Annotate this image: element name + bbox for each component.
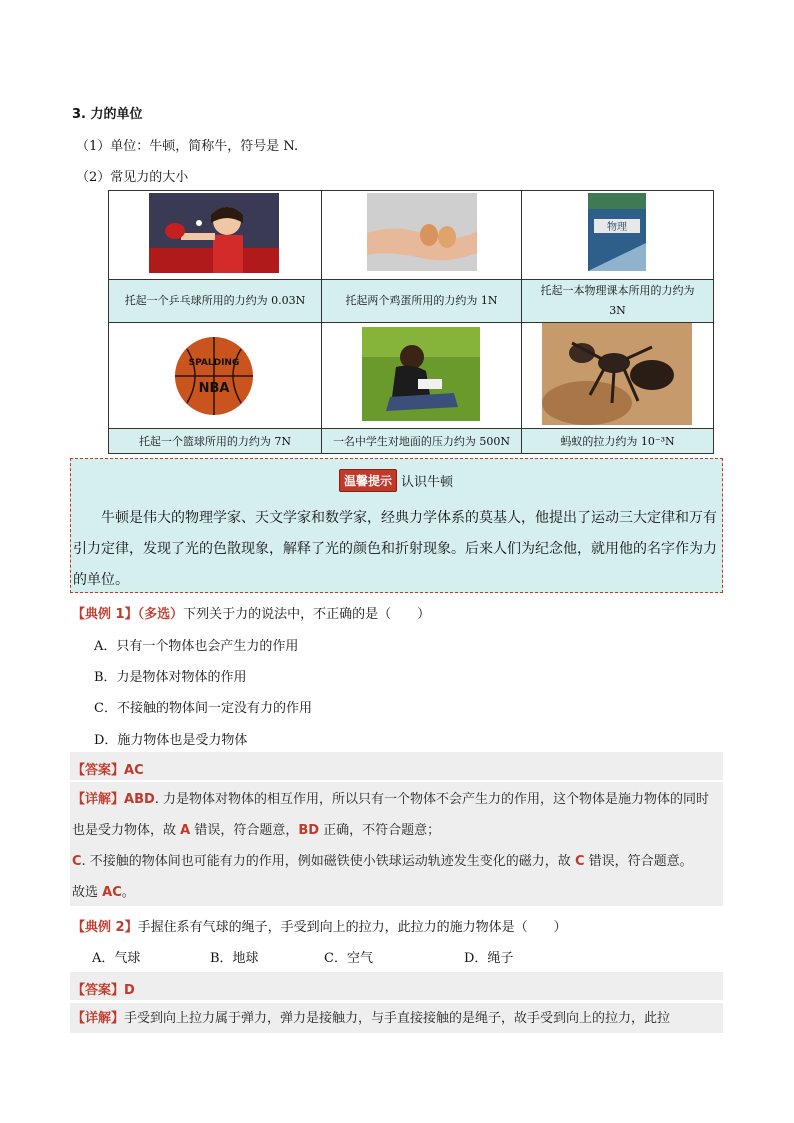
example2-question: 手握住系有气球的绳子，手受到向上的拉力，此拉力的施力物体是（ ）: [137, 920, 567, 935]
detail-text-1: . 力是物体对物体的相互作用，所以只有一个物体不会产生力的作用，这个物体是施力物体的同时也是受力物体，故: [72, 792, 710, 838]
ant-photo: [542, 323, 692, 425]
table-cell-image: [322, 323, 522, 429]
unit-line: （1）单位：牛顿，简称牛，符号是 N.: [76, 139, 299, 154]
hand-eggs-photo: [367, 193, 477, 271]
caption-basketball: 托起一个篮球所用的力约为 7N: [138, 435, 292, 448]
conclusion-a: 故选: [72, 885, 103, 900]
table-cell-caption: [109, 429, 322, 454]
example2-detail-line: [72, 1003, 722, 1034]
section-title: 3. 力的单位: [72, 107, 143, 122]
force-table: [108, 190, 714, 454]
example1-detail-tag: 【详解】: [72, 792, 125, 807]
example2-answer-tag: 【答案】: [72, 983, 125, 998]
tip-heading: 认识牛顿: [401, 475, 454, 490]
example2-option-a: A．气球: [92, 951, 141, 966]
conclusion-c: 。: [121, 885, 135, 900]
example1-option-c: C．不接触的物体间一定没有力的作用: [94, 701, 312, 716]
example1-detail-box: [70, 782, 723, 906]
example1-option-b: B．力是物体对物体的作用: [94, 670, 247, 685]
table-cell-image: [109, 323, 322, 429]
caption-book-a: 托起一本物理课本所用的力约为: [540, 284, 695, 297]
student-sitting-photo: [362, 327, 480, 421]
caption-book-b: 3N: [609, 304, 626, 317]
table-cell-caption: [522, 429, 714, 454]
detail-bd: BD: [298, 823, 320, 838]
basketball-photo: [173, 335, 255, 417]
table-cell-caption: [322, 429, 522, 454]
example2-detail: 手受到向上拉力属于弹力，弹力是接触力，与手直接接触的是绳子，故手受到向上的拉力，此拉: [124, 1011, 671, 1026]
detail-a: A: [180, 823, 191, 838]
example2-option-b: B．地球: [210, 951, 259, 966]
detail-abd: ABD: [124, 792, 155, 807]
ball-league: NBA: [198, 381, 230, 396]
example2-answer: D: [124, 983, 135, 998]
table-cell-image: [522, 323, 714, 429]
table-cell-image: [322, 191, 522, 280]
conclusion-b: AC: [102, 885, 122, 900]
physics-book-photo: [588, 193, 646, 271]
caption-pingpong: 托起一个乒乓球所用的力约为 0.03N: [124, 294, 306, 307]
ball-brand: SPALDING: [188, 358, 240, 368]
tip-body: 牛顿是伟大的物理学家、天文学家和数学家，经典力学体系的莫基人，他提出了运动三大定律和万有引力定律，发现了光的色散现象，解释了光的颜色和折射现象。后来人们为纪念他，就用他的名字作为力的单位。: [73, 510, 717, 588]
example2-option-d: D．绳子: [464, 951, 514, 966]
book-label: 物理: [607, 222, 627, 233]
detail-text-2: 错误，符合题意，: [190, 823, 299, 838]
detail-text-4: . 不接触的物体间也可能有力的作用，例如磁铁使小铁球运动轨迹发生变化的磁力，故: [81, 854, 575, 869]
example1-answer-line: [72, 759, 144, 778]
example2-detail-box: [70, 1003, 723, 1033]
example1-question: 下列关于力的说法中，不正确的是（ ）: [183, 607, 431, 622]
table-cell-image: [522, 191, 714, 280]
example2-answer-line: [72, 979, 135, 998]
example1-multi: （多选）: [137, 607, 184, 622]
example1-answer-tag: 【答案】: [72, 763, 125, 778]
tip-title: [339, 469, 453, 492]
detail-c: C: [72, 854, 82, 869]
caption-eggs: 托起两个鸡蛋所用的力约为 1N: [345, 294, 498, 307]
example2-detail-tag: 【详解】: [72, 1011, 125, 1026]
example2-option-c: C．空气: [324, 951, 373, 966]
example1-answer-box: [70, 752, 723, 780]
example1-option-a: A．只有一个物体也会产生力的作用: [94, 639, 299, 654]
example1-option-d: D．施力物体也是受力物体: [94, 733, 248, 748]
detail-text-3: 正确，不符合题意；: [319, 823, 441, 838]
example1-tag: 【典例 1】: [72, 607, 138, 622]
pingpong-girl-photo: [149, 193, 279, 273]
example2-answer-box: [70, 972, 723, 1000]
caption-ant: 蚂蚁的拉力约为 10⁻³N: [560, 435, 675, 448]
detail-c2: C: [574, 854, 585, 869]
tip-box: [70, 458, 723, 593]
common-force-line: （2）常见力的大小: [76, 170, 189, 185]
example1-answer: AC: [124, 763, 144, 778]
example1-detail: [72, 784, 722, 908]
table-cell-caption: [109, 280, 322, 323]
example2-tag: 【典例 2】: [72, 920, 138, 935]
table-cell-caption: [322, 280, 522, 323]
caption-student: 一名中学生对地面的压力约为 500N: [332, 435, 511, 448]
table-cell-image: [109, 191, 322, 280]
example2-question-line: [72, 916, 567, 935]
table-cell-caption: [522, 280, 714, 323]
detail-text-5: 错误，符合题意。: [584, 854, 693, 869]
example1-question-line: [72, 603, 430, 622]
tip-badge: 温馨提示: [339, 469, 397, 492]
